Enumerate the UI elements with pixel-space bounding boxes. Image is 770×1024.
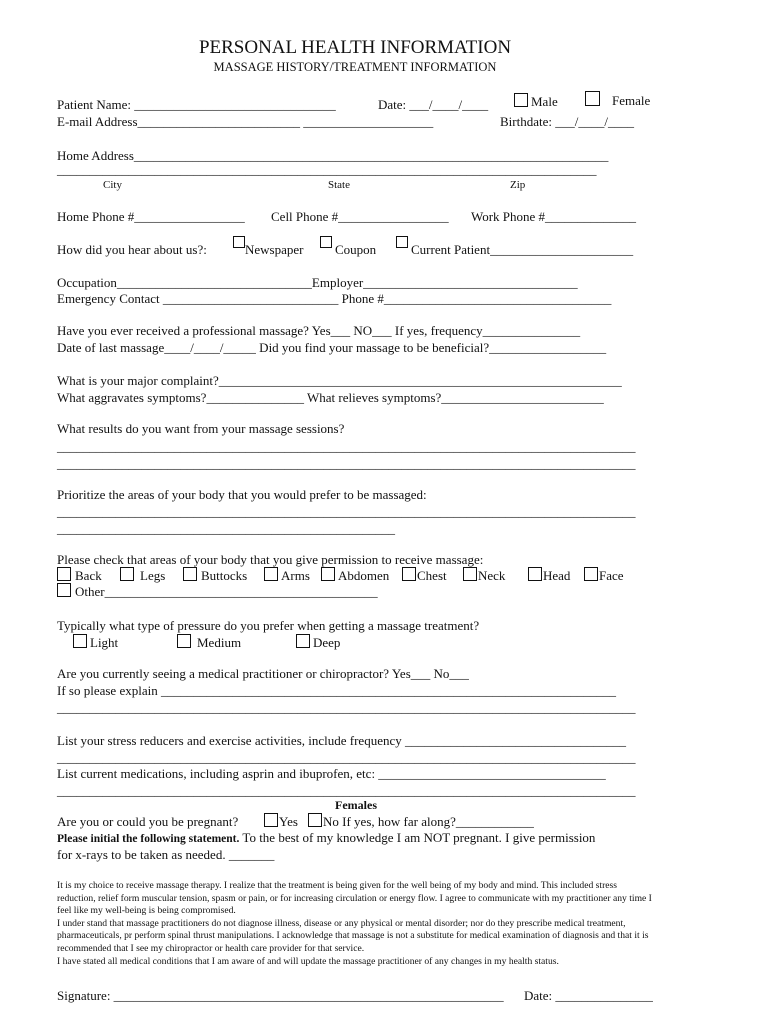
buttocks-label: Buttocks	[201, 568, 248, 583]
body-area-head[interactable]	[528, 567, 570, 582]
arms-label: Arms	[281, 568, 310, 583]
city-label: City	[103, 179, 122, 191]
male-option[interactable]	[514, 93, 558, 108]
body-area-face[interactable]	[584, 567, 624, 582]
major-complaint-field[interactable]: What is your major complaint?______________________________________________________________	[57, 373, 622, 388]
professional-massage-question[interactable]: Have you ever received a professional massage? Yes___ NO___ If yes, frequency_______________	[57, 323, 581, 338]
signature-date-field[interactable]: Date: _______________	[524, 988, 653, 1003]
body-area-other[interactable]	[57, 583, 378, 598]
body-area-buttocks[interactable]	[183, 567, 247, 582]
back-label: Back	[75, 568, 102, 583]
home-address-field[interactable]: Home Address_________________________________________________________________________	[57, 148, 609, 163]
female-checkbox[interactable]	[585, 91, 600, 106]
last-massage-question[interactable]: Date of last massage____/____/_____ Did you find your massage to be beneficial?__________________	[57, 340, 607, 355]
prioritize-line-1[interactable]: _________________________________________________________________________________________	[57, 504, 636, 519]
birthdate-field[interactable]: Birthdate: ___/____/____	[500, 114, 634, 129]
stress-reducers-field[interactable]: List your stress reducers and exercise activities, include frequency __________________________________	[57, 733, 626, 748]
pressure-deep[interactable]	[296, 634, 340, 649]
occupation-employer-field[interactable]: Occupation______________________________Employer_________________________________	[57, 275, 578, 290]
pregnant-question: Are you or could you be pregnant?	[57, 814, 239, 829]
date-field[interactable]: Date: ___/____/____	[378, 97, 489, 112]
patient-name-field[interactable]: Patient Name: _______________________________	[57, 97, 336, 112]
symptoms-field[interactable]: What aggravates symptoms?_______________ What relieves symptoms?_________________________	[57, 390, 604, 405]
stress-line[interactable]: _________________________________________________________________________________________	[57, 750, 636, 765]
coupon-label: Coupon	[335, 242, 377, 257]
arms-checkbox[interactable]	[264, 567, 278, 581]
permission-question: Please check that areas of your body that you give permission to receive massage:	[57, 552, 484, 567]
light-checkbox[interactable]	[73, 634, 87, 648]
pregnant-no-label[interactable]: No If yes, how far along?____________	[323, 814, 534, 829]
chest-label: Chest	[417, 568, 447, 583]
body-area-neck[interactable]	[463, 567, 505, 582]
hear-about-label: How did you hear about us?:	[57, 242, 207, 257]
abdomen-checkbox[interactable]	[321, 567, 335, 581]
buttocks-checkbox[interactable]	[183, 567, 197, 581]
explain-field[interactable]: If so please explain ______________________________________________________________________	[57, 683, 616, 698]
results-line-2[interactable]: _________________________________________________________________________________________	[57, 456, 636, 471]
coupon-checkbox[interactable]	[320, 236, 332, 248]
prioritize-question: Prioritize the areas of your body that you would prefer to be massaged:	[57, 487, 427, 502]
initial-statement-bold: Please initial the following statement.	[57, 833, 240, 845]
emergency-contact-field[interactable]: Emergency Contact ___________________________ Phone #___________________________________	[57, 291, 612, 306]
newspaper-option[interactable]	[233, 236, 304, 257]
pregnant-yes-checkbox[interactable]	[264, 813, 278, 827]
page-subtitle: MASSAGE HISTORY/TREATMENT INFORMATION	[213, 60, 497, 74]
medium-label: Medium	[197, 635, 242, 650]
head-checkbox[interactable]	[528, 567, 542, 581]
neck-label: Neck	[478, 568, 506, 583]
deep-label: Deep	[313, 635, 341, 650]
pressure-light[interactable]	[73, 634, 118, 649]
legs-checkbox[interactable]	[120, 567, 134, 581]
xrays-initial-field[interactable]: for x-rays to be taken as needed. _______	[57, 847, 275, 862]
back-checkbox[interactable]	[57, 567, 71, 581]
results-line-1[interactable]: _________________________________________________________________________________________	[57, 439, 636, 454]
zip-label: Zip	[510, 179, 526, 191]
abdomen-label: Abdomen	[338, 568, 390, 583]
coupon-option[interactable]	[320, 236, 377, 257]
medications-field[interactable]: List current medications, including asprin and ibuprofen, etc: ___________________________________	[57, 766, 606, 781]
medium-checkbox[interactable]	[177, 634, 191, 648]
chest-checkbox[interactable]	[402, 567, 416, 581]
face-checkbox[interactable]	[584, 567, 598, 581]
pregnant-no-option[interactable]	[308, 813, 534, 828]
body-area-arms[interactable]	[264, 567, 310, 582]
body-area-abdomen[interactable]	[321, 567, 389, 582]
prioritize-line-2[interactable]: ____________________________________________________	[57, 521, 395, 536]
pregnant-yes-label: Yes	[279, 814, 298, 829]
female-label: Female	[612, 93, 651, 108]
head-label: Head	[543, 568, 571, 583]
face-label: Face	[599, 568, 624, 583]
newspaper-label: Newspaper	[245, 242, 304, 257]
deep-checkbox[interactable]	[296, 634, 310, 648]
pregnant-yes-option[interactable]	[264, 813, 298, 828]
female-option[interactable]	[585, 91, 650, 107]
initial-statement-text: To the best of my knowledge I am NOT pregnant. I give permission	[239, 830, 596, 845]
neck-checkbox[interactable]	[463, 567, 477, 581]
male-label: Male	[531, 94, 558, 109]
signature-field[interactable]: Signature: ____________________________________________________________	[57, 988, 504, 1003]
light-label: Light	[90, 635, 119, 650]
body-area-chest[interactable]	[402, 567, 447, 582]
results-question: What results do you want from your massage sessions?	[57, 421, 345, 436]
pressure-medium[interactable]	[177, 634, 241, 649]
body-area-legs[interactable]	[120, 567, 165, 582]
current-patient-option[interactable]	[396, 236, 634, 257]
current-patient-checkbox[interactable]	[396, 236, 408, 248]
other-label: Other__________________________________________	[75, 584, 378, 599]
explain-line[interactable]: _________________________________________________________________________________________	[57, 700, 636, 715]
home-phone-field[interactable]: Home Phone #_________________	[57, 209, 245, 224]
email-field[interactable]: E-mail Address_________________________ ____________________	[57, 114, 434, 129]
state-label: State	[328, 179, 350, 191]
cell-phone-field[interactable]: Cell Phone #_________________	[271, 209, 449, 224]
address-line-2[interactable]: ___________________________________________________________________________________	[57, 162, 597, 177]
pregnant-no-checkbox[interactable]	[308, 813, 322, 827]
females-heading: Females	[335, 798, 377, 812]
pressure-question: Typically what type of pressure do you prefer when getting a massage treatment?	[57, 618, 480, 633]
medications-line[interactable]: _________________________________________________________________________________________	[57, 783, 636, 798]
male-checkbox[interactable]	[514, 93, 528, 107]
newspaper-checkbox[interactable]	[233, 236, 245, 248]
body-area-back[interactable]	[57, 567, 102, 582]
practitioner-question[interactable]: Are you currently seeing a medical practitioner or chiropractor? Yes___ No___	[57, 666, 469, 681]
work-phone-field[interactable]: Work Phone #______________	[471, 209, 637, 224]
other-checkbox[interactable]	[57, 583, 71, 597]
current-patient-label: Current Patient______________________	[411, 242, 634, 257]
consent-statement: It is my choice to receive massage therapy. I realize that the treatment is being given for the well being of my body and mind. This included stress reduction, relief form muscular tension, spasm or pain, or for increasing circulation or energy flow. I agree to communicate with my practitioner any time I feel like my well-being is being compromised. I under stand that massage practitioners do not diagnose illness, disease or any physical or mental disorder; nor do they prescribe medical treatment, pharmaceuticals, pr perform spinal thrust manipulations. I acknowledge that massage is not a substitute for medical examination of diagnosis and that it is recommended that I see my chiropractor or health care provider for that service. I have stated all medical conditions that I am aware of and will update the massage practitioner of any changes in my health status.	[57, 880, 652, 967]
initial-statement	[57, 831, 595, 846]
legs-label: Legs	[140, 568, 166, 583]
page-title: PERSONAL HEALTH INFORMATION	[198, 37, 512, 58]
